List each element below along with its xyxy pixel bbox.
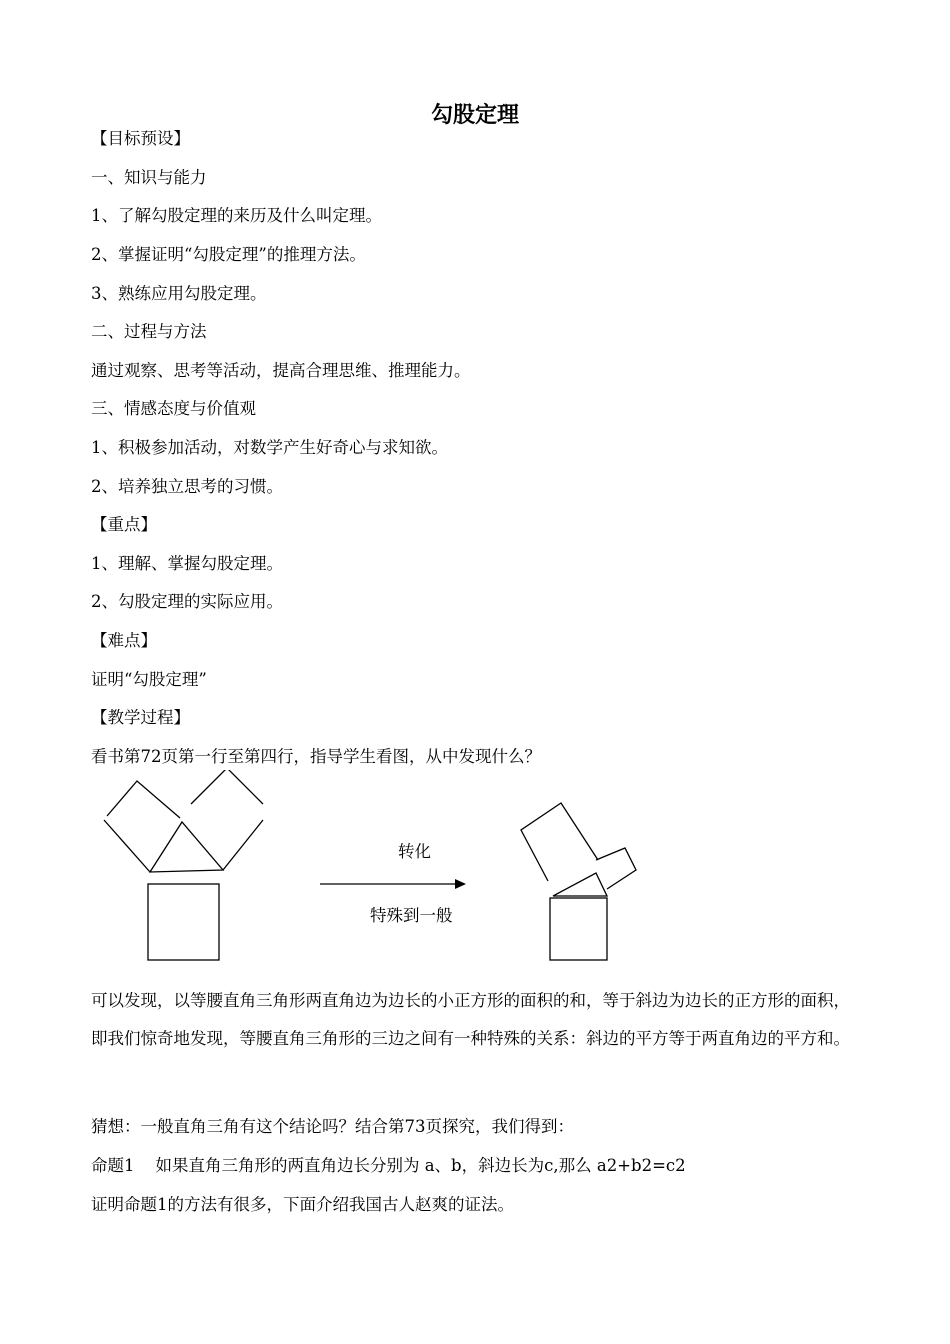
difficulty-text: 证明“勾股定理” — [91, 670, 207, 689]
proposition-1: 命题1 如果直角三角形的两直角边长分别为 a、b，斜边长为c,那么 a2+b2=c2 — [91, 1156, 686, 1175]
heading-difficulty: 【难点】 — [91, 631, 157, 650]
arrow-head-icon — [455, 879, 466, 889]
left-triangle — [150, 822, 223, 872]
goal-item-3: 3、熟练应用勾股定理。 — [91, 284, 267, 303]
page-title: 勾股定理 — [430, 103, 519, 128]
right-bottom-square — [550, 898, 607, 960]
left-lower-right-bracket — [223, 820, 263, 870]
right-triangle — [553, 873, 607, 896]
key-item-2: 2、勾股定理的实际应用。 — [91, 592, 283, 611]
pythagoras-diagram — [0, 770, 950, 970]
attitude-item-1: 1、积极参加活动，对数学产生好奇心与求知欲。 — [91, 438, 448, 457]
heading-key-points: 【重点】 — [91, 515, 157, 534]
left-upper-square-left — [107, 781, 180, 818]
reading-instruction: 看书第72页第一行至第四行，指导学生看图，从中发现什么？ — [91, 747, 541, 766]
conjecture-text: 猜想：一般直角三角有这个结论吗？结合第73页探究，我们得到： — [91, 1117, 574, 1136]
goal-item-2: 2、掌握证明“勾股定理”的推理方法。 — [91, 245, 366, 264]
right-small-square — [596, 848, 636, 889]
arrow-label-bottom: 特殊到一般 — [370, 906, 453, 925]
section-process: 二、过程与方法 — [91, 322, 207, 341]
discovery-paragraph: 可以发现，以等腰直角三角形两直角边为边长的小正方形的面积的和，等于斜边为边长的正方形的面积，即我们惊奇地发现，等腰直角三角形的三边之间有一种特殊的关系：斜边的平方等于两直角边的平方和。 — [91, 991, 850, 1048]
arrow-label-top: 转化 — [398, 842, 431, 861]
attitude-item-2: 2、培养独立思考的习惯。 — [91, 477, 283, 496]
section-knowledge: 一、知识与能力 — [91, 168, 207, 187]
process-text: 通过观察、思考等活动，提高合理思维、推理能力。 — [91, 361, 471, 380]
left-upper-square-right — [191, 770, 263, 804]
diagram-svg — [0, 770, 950, 970]
left-lower-left-bracket — [104, 820, 150, 872]
goal-item-1: 1、了解勾股定理的来历及什么叫定理。 — [91, 206, 382, 225]
heading-teaching-process: 【教学过程】 — [91, 708, 190, 727]
key-item-1: 1、理解、掌握勾股定理。 — [91, 554, 283, 573]
section-attitude: 三、情感态度与价值观 — [91, 399, 256, 418]
left-bottom-square — [148, 884, 219, 960]
right-upper-square — [521, 803, 598, 881]
heading-goals: 【目标预设】 — [91, 129, 190, 148]
proof-intro: 证明命题1的方法有很多，下面介绍我国古人赵爽的证法。 — [91, 1195, 514, 1214]
